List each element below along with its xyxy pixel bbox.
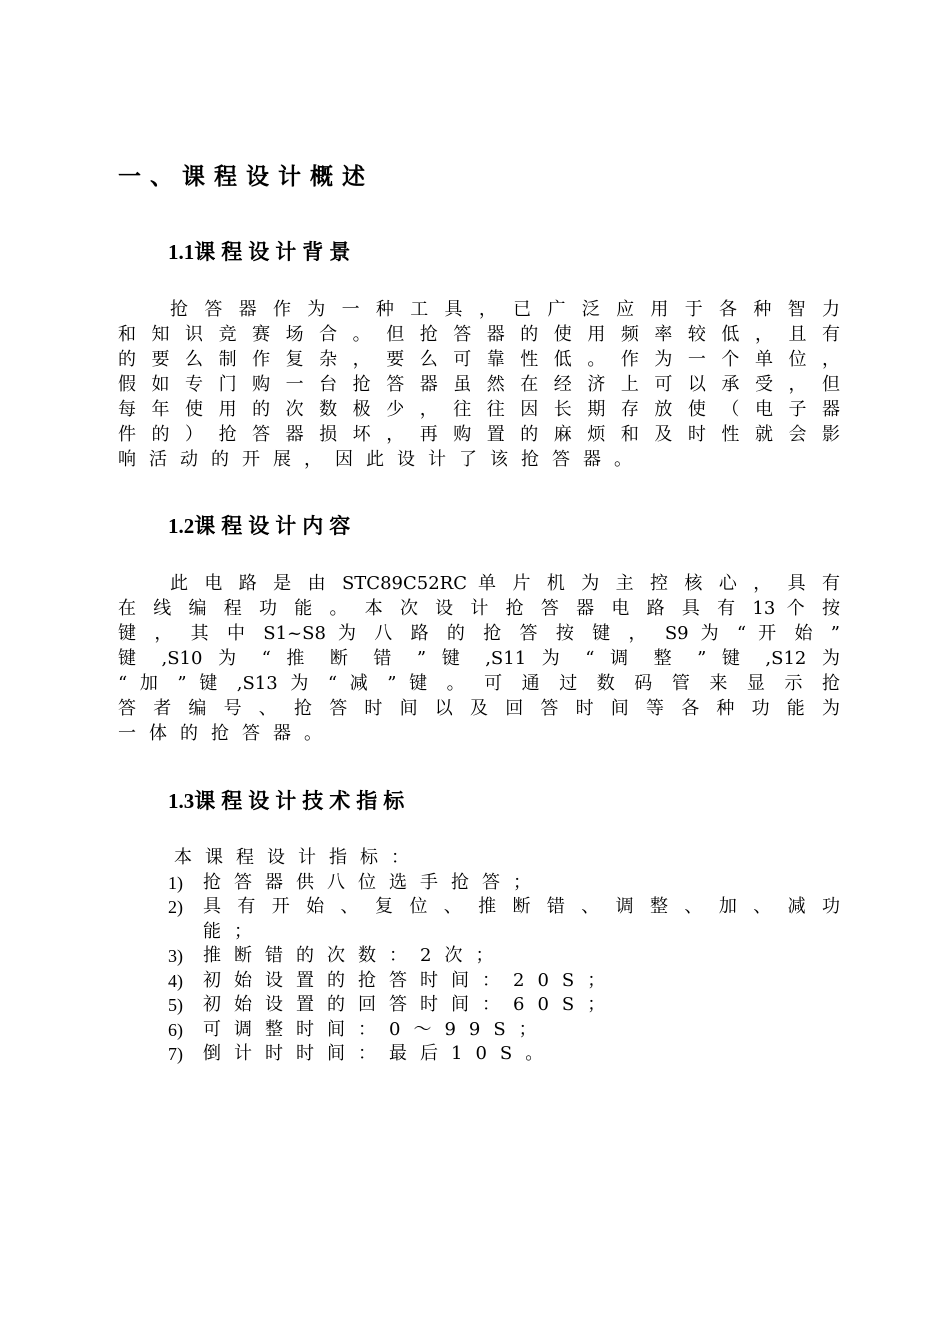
list-item bbox=[168, 1042, 840, 1067]
paragraph-line: 此 电 路 是 由 STC89C52RC 单 片 机 为 主 控 核 心 ， 具 有 bbox=[170, 573, 840, 594]
spec-intro: 本课程设计指标： bbox=[174, 847, 422, 868]
paragraph-line: 键 ， 其 中 S1~S8 为 八 路 的 抢 答 按 键 ， S9 为 “ 开 始 ” bbox=[118, 623, 840, 644]
subsection-heading-1-2 bbox=[168, 510, 356, 540]
paragraph-line: 每年使用的次数极少，往往因长期存放使（电子器 bbox=[118, 399, 840, 420]
spec-list bbox=[168, 846, 840, 1067]
list-item bbox=[168, 871, 840, 896]
list-text: 倒计时时间：最后10S。 bbox=[203, 1043, 557, 1064]
section-title: 一、课程设计概述 bbox=[118, 163, 374, 190]
paragraph-line: 和知识竞赛场合。但抢答器的使用频率较低，且有 bbox=[118, 324, 840, 345]
subsection-title: 课程设计内容 bbox=[194, 513, 357, 538]
subsection-number: 1.1 bbox=[168, 240, 195, 264]
list-item bbox=[168, 1018, 840, 1043]
list-text: 抢答器供八位选手抢答； bbox=[203, 871, 544, 893]
subsection-heading-1-3 bbox=[168, 785, 410, 815]
subsection-number: 1.2 bbox=[168, 514, 195, 538]
paragraph-line: “ 加 ” 键 ,S13 为 “ 减 ” 键 。 可 通 过 数 码 管 来 显 示 抢 bbox=[118, 673, 840, 694]
paragraph-line: 抢答器作为一种工具，已广泛应用于各种智力 bbox=[170, 299, 840, 320]
list-marker: 6) bbox=[168, 1019, 183, 1040]
paragraph-line: 件的）抢答器损坏，再购置的麻烦和及时性就会影 bbox=[118, 424, 840, 445]
paragraph-line: 假如专门购一台抢答器虽然在经济上可以承受，但 bbox=[118, 374, 840, 395]
subsection-title: 课程设计技术指标 bbox=[194, 788, 411, 813]
list-item bbox=[168, 993, 840, 1018]
list-item bbox=[168, 895, 840, 944]
list-text: 可调整时间：0～99S； bbox=[203, 1018, 550, 1040]
paragraph-line: 键 ,S10 为 “ 推 断 错 ” 键 ,S11 为 “ 调 整 ” 键 ,S12 为 bbox=[118, 648, 840, 669]
list-text: 初始设置的回答时间：60S； bbox=[203, 994, 619, 1015]
list-marker: 4) bbox=[168, 970, 183, 991]
list-text: 具 有 开 始 、 复 位 、 推 断 错 、 调 整 、 加 、 减 功 bbox=[203, 896, 840, 917]
list-text: 推断错的次数：2次； bbox=[203, 945, 507, 966]
paragraph-line: 的要么制作复杂，要么可靠性低。作为一个单位， bbox=[118, 349, 840, 370]
list-marker: 3) bbox=[168, 946, 183, 966]
paragraph-background bbox=[118, 297, 840, 472]
list-marker: 5) bbox=[168, 995, 183, 1015]
subsection-heading-1-1 bbox=[168, 236, 356, 266]
list-text: 初始设置的抢答时间：20S； bbox=[203, 969, 619, 991]
subsection-number: 1.3 bbox=[168, 789, 195, 813]
paragraph-content bbox=[118, 571, 840, 746]
list-marker: 1) bbox=[168, 872, 183, 893]
list-text-continued: 能； bbox=[203, 920, 265, 942]
subsection-title: 课程设计背景 bbox=[194, 239, 357, 264]
list-marker: 2) bbox=[168, 897, 183, 917]
paragraph-line: 响活动的开展，因此设计了该抢答器。 bbox=[118, 449, 645, 470]
paragraph-line: 一体的抢答器。 bbox=[118, 723, 335, 744]
paragraph-line: 在 线 编 程 功 能 。 本 次 设 计 抢 答 器 电 路 具 有 13 个 按 bbox=[118, 598, 840, 619]
list-item bbox=[168, 969, 840, 994]
list-marker: 7) bbox=[168, 1044, 183, 1064]
list-item bbox=[168, 944, 840, 969]
paragraph-line: 答 者 编 号 、 抢 答 时 间 以 及 回 答 时 间 等 各 种 功 能 为 bbox=[118, 698, 840, 719]
